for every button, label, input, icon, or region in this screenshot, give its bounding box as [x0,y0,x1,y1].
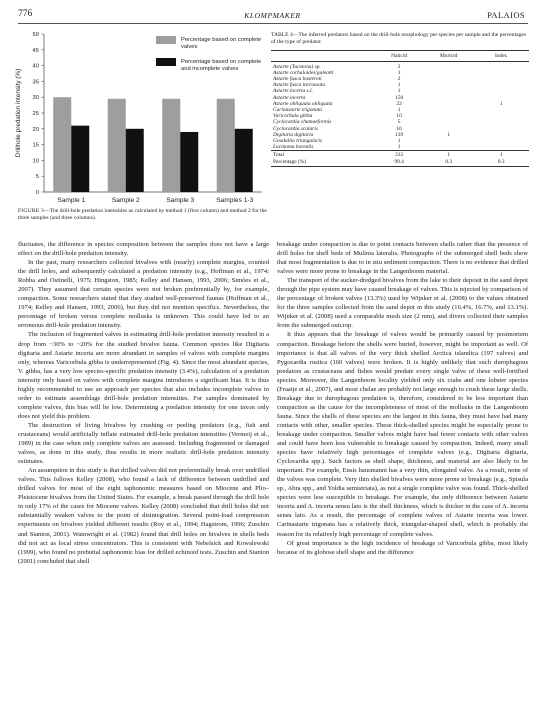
table-cell-taxon: Astarte fusca basteroti [273,75,322,82]
table-cell-naticid: 150 [395,94,404,101]
figure-caption-text: —The drill-hole predation intensities as calculated by method 1 (first column) and method 2 for the three samples (and three columns). [18,208,267,222]
page-number: 776 [18,9,33,19]
table-cell-naticid: 1 [397,88,401,95]
table-cell-taxon: Astarte fusca incrassata [273,82,326,89]
table-cell-naticid: 2 [397,75,401,82]
table-cell-naticid: 22 [396,100,402,107]
table-header-muricid: Muricid [424,51,474,62]
y-tick-label: 20 [32,126,39,133]
legend-label: Percentage based on complete and incomplete valves [181,59,262,72]
y-tick-label: 35 [32,79,39,86]
table-cell-indet: 1 [499,100,503,107]
bar-complete-incomplete [71,126,89,192]
table-cell-naticid: 10 [396,113,402,120]
y-tick-label: 30 [32,95,39,102]
predator-table [271,50,529,167]
legend-swatch-complete [156,36,176,44]
table-cell-muricid [424,144,474,151]
bar-complete-incomplete [180,132,198,192]
y-tick-label: 50 [32,32,39,38]
body-paragraph: The destruction of living bivalves by crushing or peeling predators (e.g., fish and crustaceans) would artificially inflate estimated drill-hole predation intensities (Vermeij et al., 1989) in the case when only complete valves are assessed. Including fragmented or damaged valves, as done in this study, thus results in more realistic drill-hole predation intensity estimates. [18,421,269,466]
running-head-author: KLOMPMAKER [244,11,301,20]
table-cell-taxon: Astarte (Tucetona) sp. [273,63,321,70]
bar-chart [10,28,268,206]
table-cell-naticid: 99.4 [374,159,424,167]
figure-3 [10,28,268,218]
table-cell-label: Percentage (%) [271,159,374,167]
bar-complete [162,99,180,192]
x-tick-label: Sample 1 [57,197,86,204]
y-tick-label: 15 [32,142,39,149]
table-cell-muricid: 0.3 [424,159,474,167]
table-caption-label: TABLE 4 [271,32,293,38]
table-cell-taxon: Cyclocardia chamaeformis [273,119,332,126]
table-cell-naticid: 1 [397,69,401,76]
table-cell-naticid: 332 [374,151,424,159]
body-paragraph: In the past, many researchers collected bivalves with (nearly) complete margins, counted the drill holes, and subsequently calculated a predation intensity (e.g., Hoffman et al., 1974; Robba and Ostinelli, 1975; Hingston, 1985; Kelley and Hansen, 1993, 2006; Simões et al., 2007). They assumed that certain species were not broken preferentially by, for example, compaction. Some researchers stated that they studied well-preserved faunas (Hoffman et al., 1974; Kelley and Hansen, 1993, 2006), but they did not mention specifics. Nevertheless, the percentage of broken versus complete mollusks is unknown. This could have led to an erroneous drill-hole predation intensity. [18,259,269,330]
running-head-journal: PALAIOS [487,10,525,20]
table-cell-taxon: Astarte corbuloides/galeotti [273,69,334,76]
x-tick-label: Sample 2 [111,197,140,204]
y-tick-label: 25 [32,111,39,117]
table-cell-label: Total [271,151,374,159]
y-tick-label: 10 [32,158,39,165]
y-tick-label: 0 [35,190,39,196]
table-cell-taxon: Lucinoma borealis [273,144,314,151]
table-cell-taxon: Cyclocardia scalaris [273,125,318,132]
bar-complete [108,99,126,192]
y-axis-label: Drillhole predation intensity (%) [15,68,22,158]
y-tick-label: 5 [35,174,39,181]
body-column-right [277,240,528,557]
table-cell-taxon: Digitaria digitaria [273,131,314,138]
table-header-indet: Indet. [474,51,530,62]
table-cell-taxon: Astarte obliquata obliquata [273,100,333,107]
table-cell-taxon: Goodallia triangularis [273,137,322,144]
x-tick-label: Sample 3 [166,197,195,204]
body-paragraph: Of great importance is the high incidence of breakage of Varicorbula gibba, most likely because of its globose shell shape and the difference [277,539,528,556]
legend-swatch-complete-incomplete [156,58,176,66]
body-paragraph: The transport of the sucker-dredged bivalves from the lake to their deposit in the sand depot through the pipe system may have caused breakage of valves. This is rejected by comparison of the percentage of broken valves (13.3%) used by Wijnker et al. (2008) to the values obtained for the three samples collected from the sand depot in this study (16.4%, 16.7%, and 13.1%). Wijnker et al. (2008) used a comparable mesh size (2 mm), and divers collected their samples from the submerged outcrop. [277,277,528,330]
table-cell-naticid: 2 [397,63,401,70]
table-cell-taxon: Carinastarte trigonata [273,106,322,113]
table-total-row [271,151,529,159]
table-row [271,144,529,151]
body-column-left [18,240,269,566]
body-paragraph: It thus appears that the breakage of valves would be primarily caused by postmortem compaction. Breakage before the shells were buried, however, might be important as well. Of importance is that all valves of the very thick shelled Arctica islandica (197 valves) and Pygocardia rustica (160 valves) were broken. It is highly unlikely that such durophagous predators as crustaceans and fishes would predate every single valve of these well-fortified species. Moreover, the Langenboom locality yielded only six crabs and one lobster species (Fraaije et al., 2007), and most chelae are probably not large enough to crush these large shells. Breakage due to durophagous predation is, therefore, considered to be less important than compaction as the cause for the incompleteness of most of the mollusks in the Langenboom fauna. Since the shells of these species are the largest in this fauna, they must have had many contacts with other, smaller species. These thick-shelled species might be especially prone to breakage under compaction. Smaller valves might have had fewer contacts with other valves and could have been less vulnerable to breakage caused by compaction. Indeed, many small species have relatively high percentages of complete valves (e.g., Digitaria digitaria, Cyclocardia spp.). Such factors as shell shape, thickness, and material are also likely to be important. For example, Ensis hausmanni has a very thin, elongated valve. As a result, none of the valves was complete. Very thin shelled bivalves were more prone to breakage (e.g., Spisula sp., Abra spp., and Yoldia semistriata), as not a single complete valve was found. Thick-shelled species were less susceptible to breakage. For example, the only difference between Astarte incerta and A. incerta sensu lato is the shell thickness, which is thicker in the case of A. incerta sensu lato. As a result, the percentage of complete valves of Astarte incerta was lower. Carinastarte trigonata has a relatively thick, triangular-shaped shell, which is probably the reason for its relatively high percentage of complete valves. [277,331,528,538]
header-rule [18,23,528,24]
table-cell-indet [474,62,530,70]
table-header-taxon [271,51,374,62]
table-percentage-row [271,159,529,167]
table-cell-indet [474,144,530,151]
table-cell-taxon: Varicorbula gibba [273,113,313,120]
y-tick-label: 45 [32,47,39,54]
table-cell-naticid: 1 [397,82,401,89]
legend-label: Percentage based on complete valves [181,37,262,50]
table-cell-naticid: 5 [397,119,401,126]
body-paragraph: The inclusion of fragmented valves in estimating drill-hole predation intensity resulted in a drop from ~30% to ~20% for the studied bivalve fauna. Common species like Digitaria digitaria and Astarte incerta are more abundant in samples of valves with complete margins only, whereas Varicorbula gibba is underrepresented (Fig. 4). Since the most abundant species, V. gibba, has a very low species-specific predation intensity (3.4%), calculation of a predation intensity only based on valves with complete margins introduces a significant bias. It is thus highly recommended to use an approach per species that also includes incomplete valves in order to estimate assemblage drill-hole predation intensities. For samples dominated by complete valves, this bias will be low. Determining a predation intensity for one taxon only does not yield this problem. [18,331,269,420]
table-cell-naticid: 139 [395,131,404,138]
table-cell-naticid: 1 [397,137,401,144]
table-cell-indet: 0.3 [474,159,530,167]
table-cell-muricid: 1 [447,131,451,138]
bar-complete-incomplete [126,129,144,192]
table-cell-muricid [424,62,474,70]
table-cell-taxon: Astarte incerta [273,94,306,101]
y-tick-label: 40 [32,63,39,70]
x-tick-label: Samples 1-3 [216,197,254,204]
table-cell-naticid: 1 [397,106,401,113]
table-body [271,62,529,167]
table-cell-muricid: 1 [424,151,474,159]
body-paragraph: An assumption in this study is that drilled valves did not preferentially break over undrilled valves. This follows Kelley (2008), who found a lack of difference between undrilled and drilled valves for most of the eight taphonomic measures based on Miocene and Plio–Pleistocene bivalves from the United States. For example, a break passed through the drill hole in only 17% of the cases for Miocene valves. Kelley (2008) concluded that drill holes did not substantially weaken valves to the point of disintegration. Several point-load compression experiments on bivalves yielded different results (Roy et al., 1994; Hagstrom, 1996; Zuschin and Stanton, 2001). Wainwright et al. (1982) found that drill holes on bivalves in shells beds did not act as local stress concentrators. This is consistent with Nebelsick and Kowalewski (1999), who found no prebuttal taphonomic bias for drilled echinoid tests. Zuschin and Stanton (2001) concluded that shell [18,467,269,565]
table-header-row [271,51,529,62]
body-paragraph: breakage under compaction is due to point contacts between shells rather than the presence of drill holes for shell beds of Mulinia lateralis. Photographs of the submerged shell beds show that most fragmentation is due to in situ sediment compaction. There is no evidence that drilled valves were more prone to breakage in the Langenboom material. [277,241,528,276]
body-paragraph: fluctuates, the difference in species composition between the samples does not have a large effect on the drill-hole predation intensity. [18,241,269,258]
table-cell-naticid: 16 [396,125,402,132]
figure-caption-label: FIGURE 3 [18,208,44,214]
table-caption [271,32,529,46]
table-row [271,62,529,70]
figure-caption [18,208,268,222]
table-cell-taxon: Astarte incerta s.l. [273,88,313,95]
bar-complete [217,99,235,192]
bar-complete [53,97,71,192]
table-caption-text: —The inferred predators based on the drill-hole morphology per species per sample and the percentages of the type of predator. [271,32,527,45]
table-header-naticid: Naticid [374,51,424,62]
table-cell-indet: 1 [474,151,530,159]
bar-complete-incomplete [235,129,253,192]
table-cell-naticid: 1 [397,144,401,151]
